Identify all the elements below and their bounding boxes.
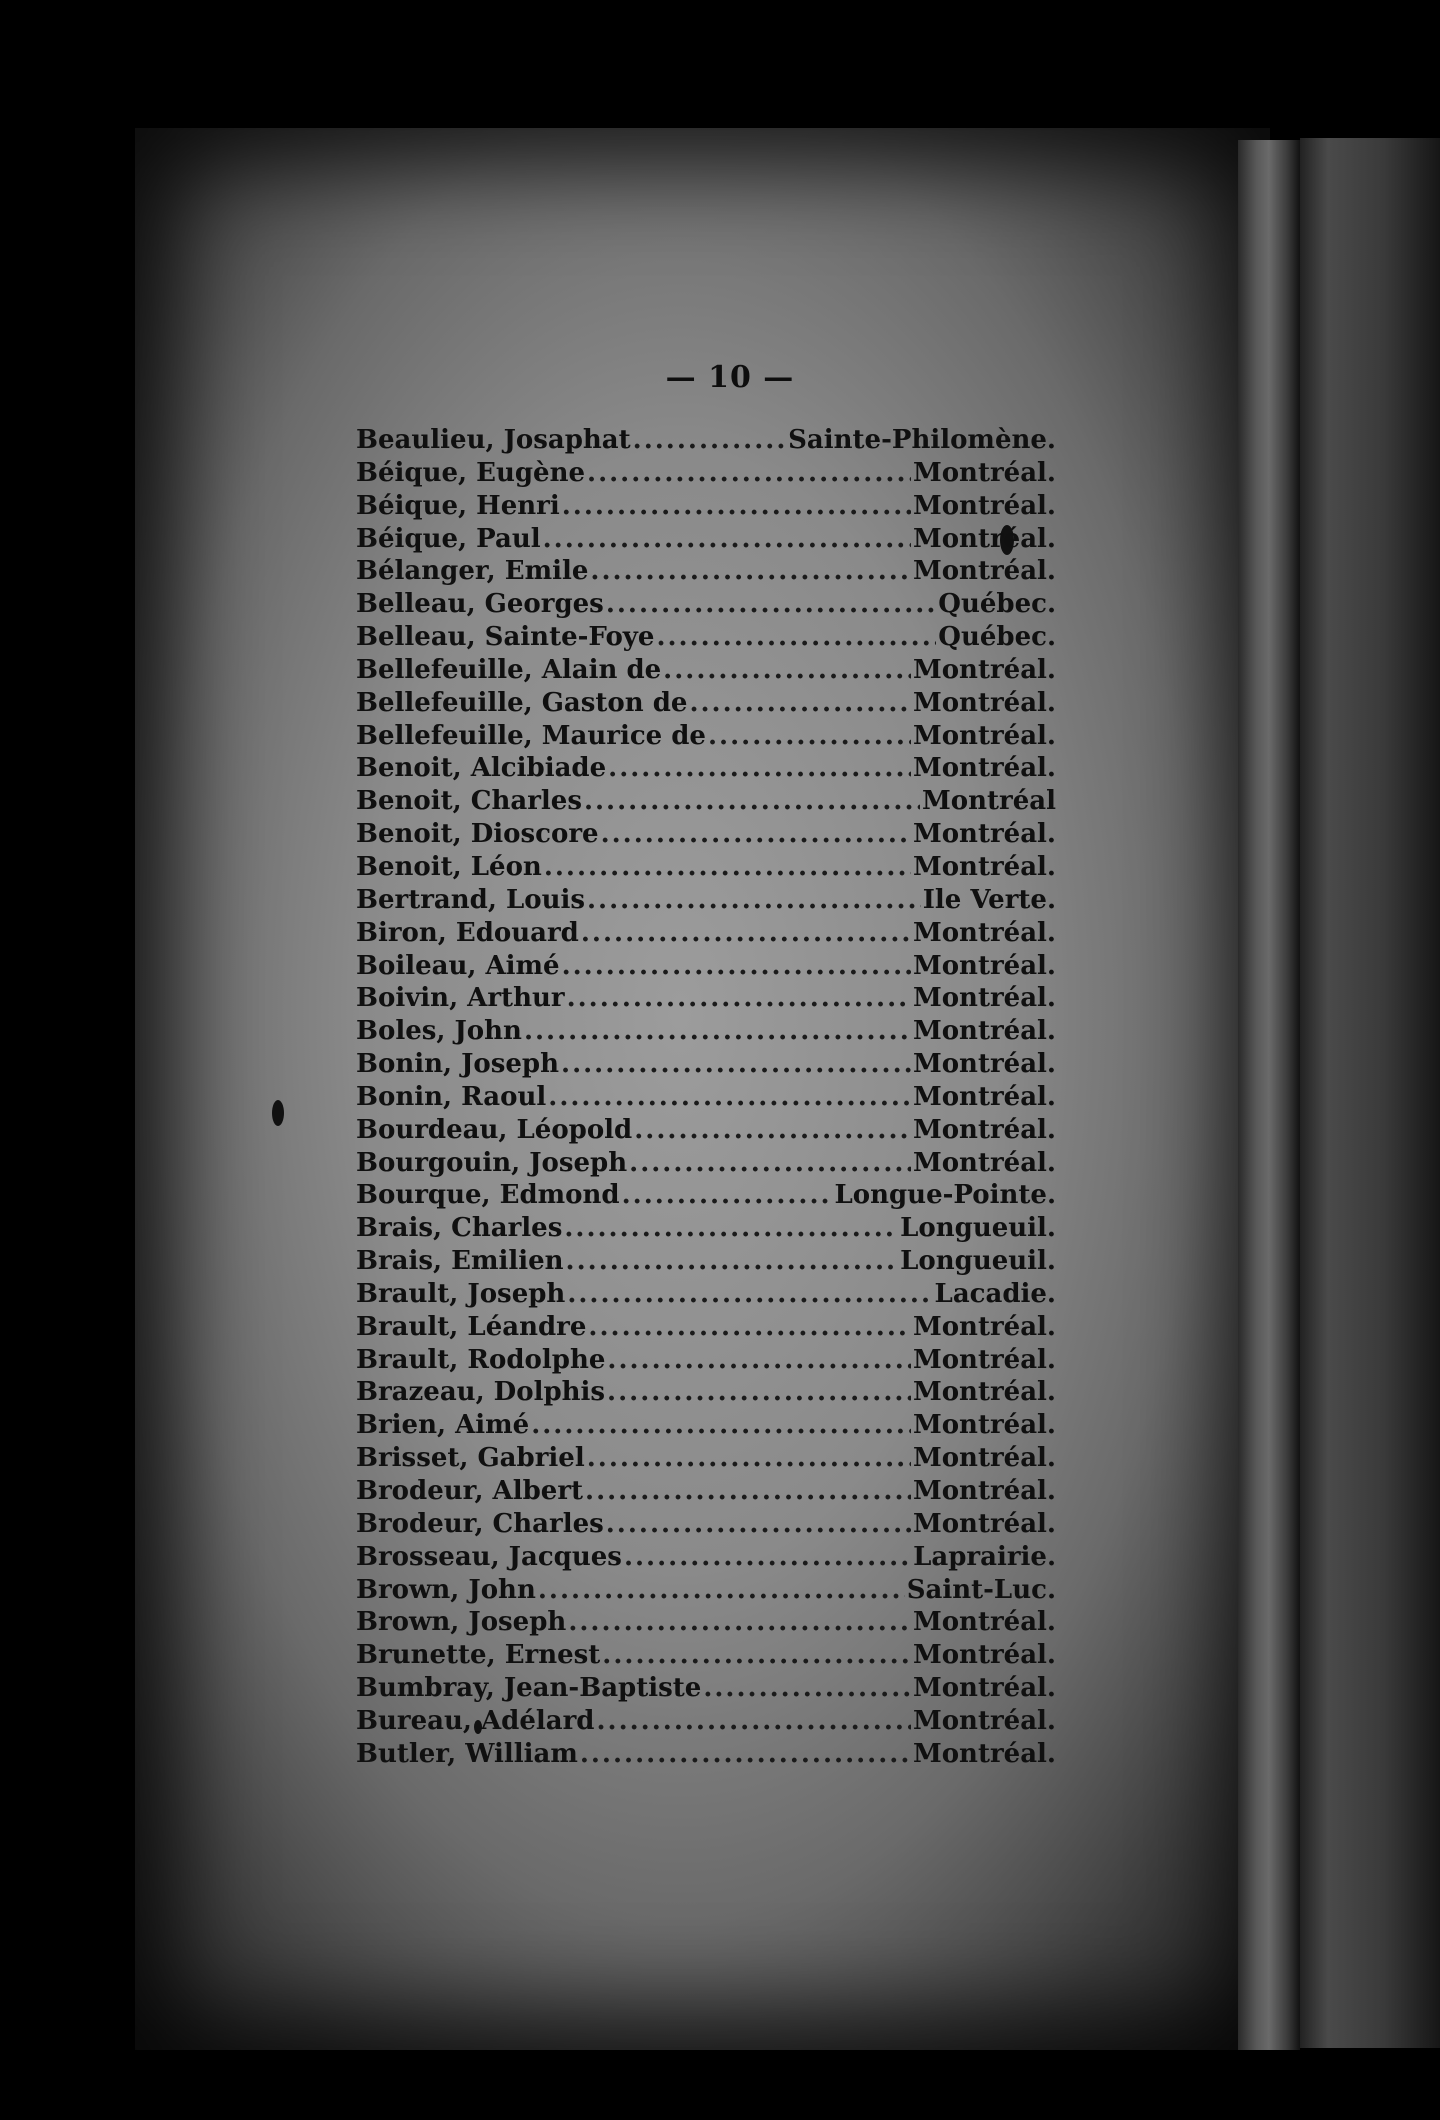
- place-name: Montréal.: [912, 1738, 1056, 1769]
- dot-leader: [624, 1541, 911, 1574]
- dot-leader: [562, 490, 911, 523]
- list-item: [356, 752, 1056, 785]
- person-name: Benoit, Charles: [356, 786, 582, 817]
- place-name: Montréal.: [912, 457, 1056, 488]
- dot-leader: [689, 687, 911, 720]
- place-name: Montréal.: [912, 950, 1056, 981]
- list-item: [356, 1015, 1056, 1048]
- person-name: Boileau, Aimé: [356, 950, 560, 981]
- person-name: Boles, John: [356, 1016, 522, 1047]
- person-name: Bonin, Raoul: [356, 1081, 547, 1112]
- dot-leader: [567, 982, 911, 1015]
- place-name: Ile Verte.: [922, 884, 1056, 915]
- list-item: [356, 523, 1056, 556]
- place-name: Montréal.: [912, 1673, 1056, 1704]
- list-item: [356, 1574, 1056, 1607]
- person-name: Bonin, Joseph: [356, 1049, 560, 1080]
- dot-leader: [584, 785, 920, 818]
- place-name: Longue-Pointe.: [834, 1180, 1056, 1211]
- person-name: Bumbray, Jean-Baptiste: [356, 1673, 702, 1704]
- dot-leader: [567, 1278, 932, 1311]
- list-item: [356, 687, 1056, 720]
- place-name: Saint-Luc.: [906, 1574, 1056, 1605]
- place-name: Montréal.: [912, 983, 1056, 1014]
- list-item: [356, 424, 1056, 457]
- list-item: [356, 950, 1056, 983]
- person-name: Bertrand, Louis: [356, 884, 585, 915]
- person-name: Bourque, Edmond: [356, 1180, 620, 1211]
- list-item: [356, 1705, 1056, 1738]
- place-name: Laprairie.: [913, 1541, 1056, 1572]
- list-item: [356, 785, 1056, 818]
- dot-leader: [634, 1114, 911, 1147]
- place-name: Québec.: [938, 622, 1056, 653]
- list-item: [356, 917, 1056, 950]
- list-item: [356, 490, 1056, 523]
- person-name: Brunette, Ernest: [356, 1640, 601, 1671]
- person-name: Bourgouin, Joseph: [356, 1147, 628, 1178]
- place-name: Montréal.: [912, 819, 1056, 850]
- list-item: [356, 1278, 1056, 1311]
- list-item: [356, 1311, 1056, 1344]
- person-name: Bourdeau, Léopold: [356, 1114, 633, 1145]
- dot-leader: [524, 1015, 911, 1048]
- person-name: Belleau, Sainte-Foye: [356, 622, 655, 653]
- list-item: [356, 1672, 1056, 1705]
- dot-leader: [607, 1344, 911, 1377]
- dot-leader: [633, 424, 787, 457]
- dot-leader: [590, 555, 911, 588]
- dot-leader: [568, 1606, 911, 1639]
- place-name: Montréal.: [912, 1640, 1056, 1671]
- place-name: Montréal.: [912, 851, 1056, 882]
- list-item: [356, 457, 1056, 490]
- place-name: Montréal.: [912, 523, 1056, 554]
- person-name: Beaulieu, Josaphat: [356, 425, 631, 455]
- list-item: [356, 1212, 1056, 1245]
- dot-leader: [606, 1508, 911, 1541]
- list-item: [356, 1639, 1056, 1672]
- list-item: [356, 1606, 1056, 1639]
- page-number: — 10 —: [665, 360, 795, 395]
- place-name: Montréal.: [912, 1081, 1056, 1112]
- place-name: Montréal.: [912, 720, 1056, 751]
- dot-leader: [601, 818, 911, 851]
- place-name: Montréal.: [912, 1016, 1056, 1047]
- list-item: [356, 1081, 1056, 1114]
- list-item: [356, 1376, 1056, 1409]
- person-name: Bellefeuille, Maurice de: [356, 720, 706, 751]
- dot-leader: [656, 621, 936, 654]
- place-name: Sainte-Philomène.: [788, 425, 1056, 455]
- person-name: Béique, Eugène: [356, 457, 586, 488]
- place-name: Longueuil.: [900, 1246, 1056, 1277]
- person-name: Brais, Charles: [356, 1213, 563, 1244]
- place-name: Montréal.: [912, 1049, 1056, 1080]
- list-item: [356, 1475, 1056, 1508]
- dot-leader: [703, 1672, 911, 1705]
- dot-leader: [531, 1409, 911, 1442]
- dot-leader: [629, 1147, 911, 1180]
- dot-leader: [543, 523, 911, 556]
- person-name: Biron, Edouard: [356, 917, 579, 948]
- name-place-list: [356, 424, 1056, 1771]
- person-name: Benoit, Léon: [356, 851, 542, 882]
- place-name: Montréal.: [912, 1147, 1056, 1178]
- list-item: [356, 1147, 1056, 1180]
- dot-leader: [581, 917, 911, 950]
- place-name: Montréal: [922, 786, 1056, 817]
- place-name: Montréal.: [912, 1607, 1056, 1638]
- dot-leader: [587, 884, 921, 917]
- dot-leader: [587, 457, 911, 490]
- ink-speck: [272, 1100, 284, 1126]
- dot-leader: [548, 1081, 911, 1114]
- place-name: Montréal.: [912, 556, 1056, 587]
- person-name: Brosseau, Jacques: [356, 1541, 622, 1572]
- dot-leader: [561, 1048, 911, 1081]
- place-name: Montréal.: [912, 687, 1056, 718]
- list-item: [356, 621, 1056, 654]
- book-gutter: [1238, 140, 1300, 2050]
- list-item: [356, 555, 1056, 588]
- dot-leader: [708, 720, 911, 753]
- list-item: [356, 1114, 1056, 1147]
- place-name: Montréal.: [912, 1443, 1056, 1474]
- place-name: Montréal.: [912, 1114, 1056, 1145]
- person-name: Brown, Joseph: [356, 1607, 567, 1638]
- dot-leader: [663, 654, 911, 687]
- list-item: [356, 884, 1056, 917]
- dot-leader: [562, 950, 911, 983]
- place-name: Montréal.: [912, 917, 1056, 948]
- dot-leader: [538, 1574, 905, 1607]
- dot-leader: [564, 1212, 898, 1245]
- list-item: [356, 818, 1056, 851]
- dot-leader: [602, 1639, 911, 1672]
- list-item: [356, 1442, 1056, 1475]
- person-name: Brien, Aimé: [356, 1410, 530, 1441]
- place-name: Québec.: [938, 589, 1056, 620]
- person-name: Brown, John: [356, 1574, 536, 1605]
- dot-leader: [596, 1705, 910, 1738]
- place-name: Montréal.: [912, 1377, 1056, 1408]
- place-name: Montréal.: [912, 1705, 1056, 1736]
- place-name: Montréal.: [912, 654, 1056, 685]
- list-item: [356, 1048, 1056, 1081]
- dot-leader: [587, 1442, 911, 1475]
- person-name: Bellefeuille, Gaston de: [356, 687, 688, 718]
- dot-leader: [622, 1179, 833, 1212]
- person-name: Brisset, Gabriel: [356, 1443, 585, 1474]
- person-name: Belleau, Georges: [356, 589, 604, 620]
- dot-leader: [588, 1311, 911, 1344]
- person-name: Benoit, Dioscore: [356, 819, 599, 850]
- dot-leader: [606, 588, 936, 621]
- person-name: Brodeur, Charles: [356, 1508, 604, 1539]
- place-name: Montréal.: [912, 1311, 1056, 1342]
- person-name: Brault, Joseph: [356, 1278, 566, 1309]
- person-name: Brault, Léandre: [356, 1311, 587, 1342]
- place-name: Montréal.: [912, 1410, 1056, 1441]
- place-name: Lacadie.: [934, 1278, 1056, 1309]
- place-name: Montréal.: [912, 490, 1056, 521]
- dot-leader: [544, 851, 911, 884]
- list-item: [356, 588, 1056, 621]
- place-name: Montréal.: [912, 1476, 1056, 1506]
- person-name: Béique, Paul: [356, 523, 541, 554]
- adjacent-page-edge: [1300, 138, 1440, 2048]
- list-item: [356, 1541, 1056, 1574]
- person-name: Brazeau, Dolphis: [356, 1377, 606, 1408]
- list-item: [356, 1179, 1056, 1212]
- list-item: [356, 851, 1056, 884]
- person-name: Benoit, Alcibiade: [356, 753, 607, 784]
- list-item: [356, 982, 1056, 1015]
- person-name: Brais, Emilien: [356, 1246, 564, 1277]
- place-name: Montréal.: [912, 1344, 1056, 1375]
- person-name: Bélanger, Emile: [356, 556, 589, 587]
- dot-leader: [608, 752, 911, 785]
- dot-leader: [607, 1376, 911, 1409]
- dot-leader: [580, 1738, 911, 1771]
- list-item: [356, 720, 1056, 753]
- person-name: Brodeur, Albert: [356, 1476, 584, 1506]
- list-item: [356, 654, 1056, 687]
- list-item: [356, 1409, 1056, 1442]
- list-item: [356, 1245, 1056, 1278]
- person-name: Bellefeuille, Alain de: [356, 654, 662, 685]
- place-name: Montréal.: [912, 753, 1056, 784]
- person-name: Brault, Rodolphe: [356, 1344, 606, 1375]
- place-name: Longueuil.: [900, 1213, 1056, 1244]
- dot-leader: [566, 1245, 899, 1278]
- person-name: Béique, Henri: [356, 490, 560, 521]
- list-item: [356, 1508, 1056, 1541]
- person-name: Butler, William: [356, 1738, 578, 1769]
- list-item: [356, 1738, 1056, 1771]
- dot-leader: [585, 1475, 911, 1508]
- list-item: [356, 1344, 1056, 1377]
- place-name: Montréal.: [912, 1508, 1056, 1539]
- person-name: Bureau, Adélard: [356, 1705, 595, 1736]
- person-name: Boivin, Arthur: [356, 983, 565, 1014]
